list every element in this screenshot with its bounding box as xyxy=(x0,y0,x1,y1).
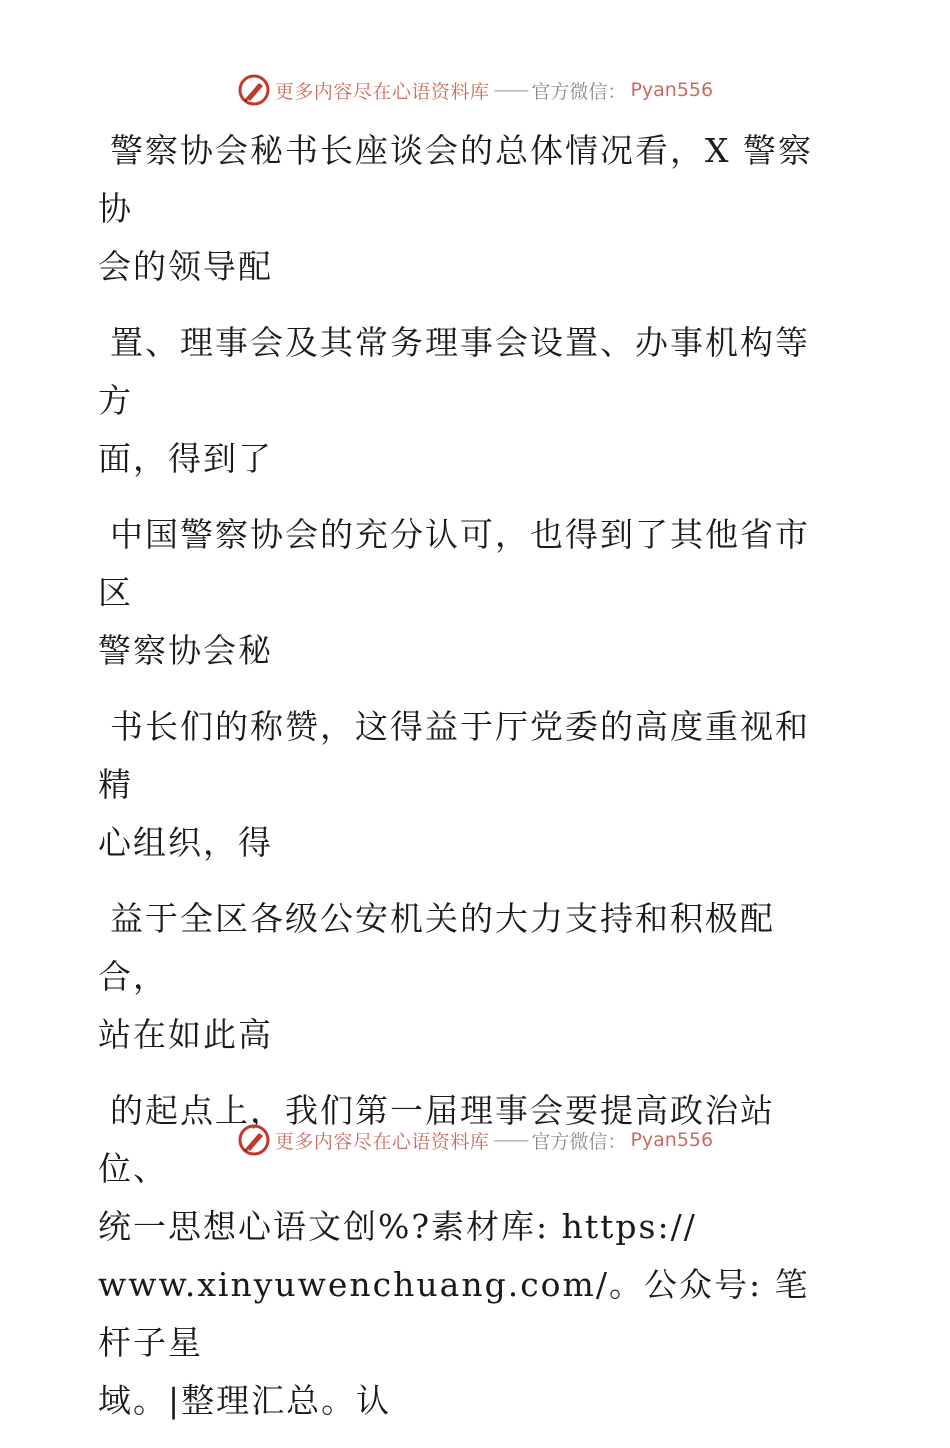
watermark-separator: —— xyxy=(493,1129,528,1151)
paragraph-line: 域。|整理汇总。认 xyxy=(98,1381,392,1420)
paragraph-line: 警察协会秘书长座谈会的总体情况看，X 警察协 xyxy=(98,131,813,228)
paragraph xyxy=(98,122,838,296)
paragraph xyxy=(98,698,838,872)
paragraph-line: 站在如此高 xyxy=(98,1015,273,1054)
watermark-text: 更多内容尽在心语资料库 xyxy=(274,80,490,103)
paragraph-line: 统一思想心语文创%?素材库: https:// xyxy=(98,1207,697,1246)
paragraph xyxy=(98,506,838,680)
paragraph-line: 警察协会秘 xyxy=(98,631,273,670)
pen-logo-icon xyxy=(237,1123,271,1157)
document-body xyxy=(98,122,838,1448)
paragraph-line: 益于全区各级公安机关的大力支持和积极配合， xyxy=(98,899,775,996)
paragraph-line: 书长们的称赞，这得益于厅党委的高度重视和精 xyxy=(98,707,810,804)
paragraph-line: 置、理事会及其常务理事会设置、办事机构等方 xyxy=(98,323,810,420)
watermark-id: Pyan556 xyxy=(630,1129,714,1151)
paragraph-line: www.xinyuwenchuang.com/。公众号: 笔杆子星 xyxy=(98,1265,810,1362)
watermark-label: 官方微信： xyxy=(531,1130,627,1153)
paragraph-line: 面，得到了 xyxy=(98,439,273,478)
paragraph xyxy=(98,314,838,488)
watermark-separator: —— xyxy=(493,79,528,101)
paragraph-line: 的起点上，我们第一届理事会要提高政治站位、 xyxy=(98,1091,775,1188)
paragraph xyxy=(98,890,838,1064)
pen-logo-icon xyxy=(237,73,271,107)
paragraph-line: 中国警察协会的充分认可，也得到了其他省市区 xyxy=(98,515,810,612)
watermark-footer xyxy=(0,1120,950,1160)
paragraph-line: 心组织，得 xyxy=(98,823,273,862)
watermark-text: 更多内容尽在心语资料库 xyxy=(274,1130,490,1153)
watermark-id: Pyan556 xyxy=(630,79,714,101)
watermark-header xyxy=(0,70,950,110)
paragraph-line: 会的领导配 xyxy=(98,247,273,286)
watermark-label: 官方微信： xyxy=(531,80,627,103)
